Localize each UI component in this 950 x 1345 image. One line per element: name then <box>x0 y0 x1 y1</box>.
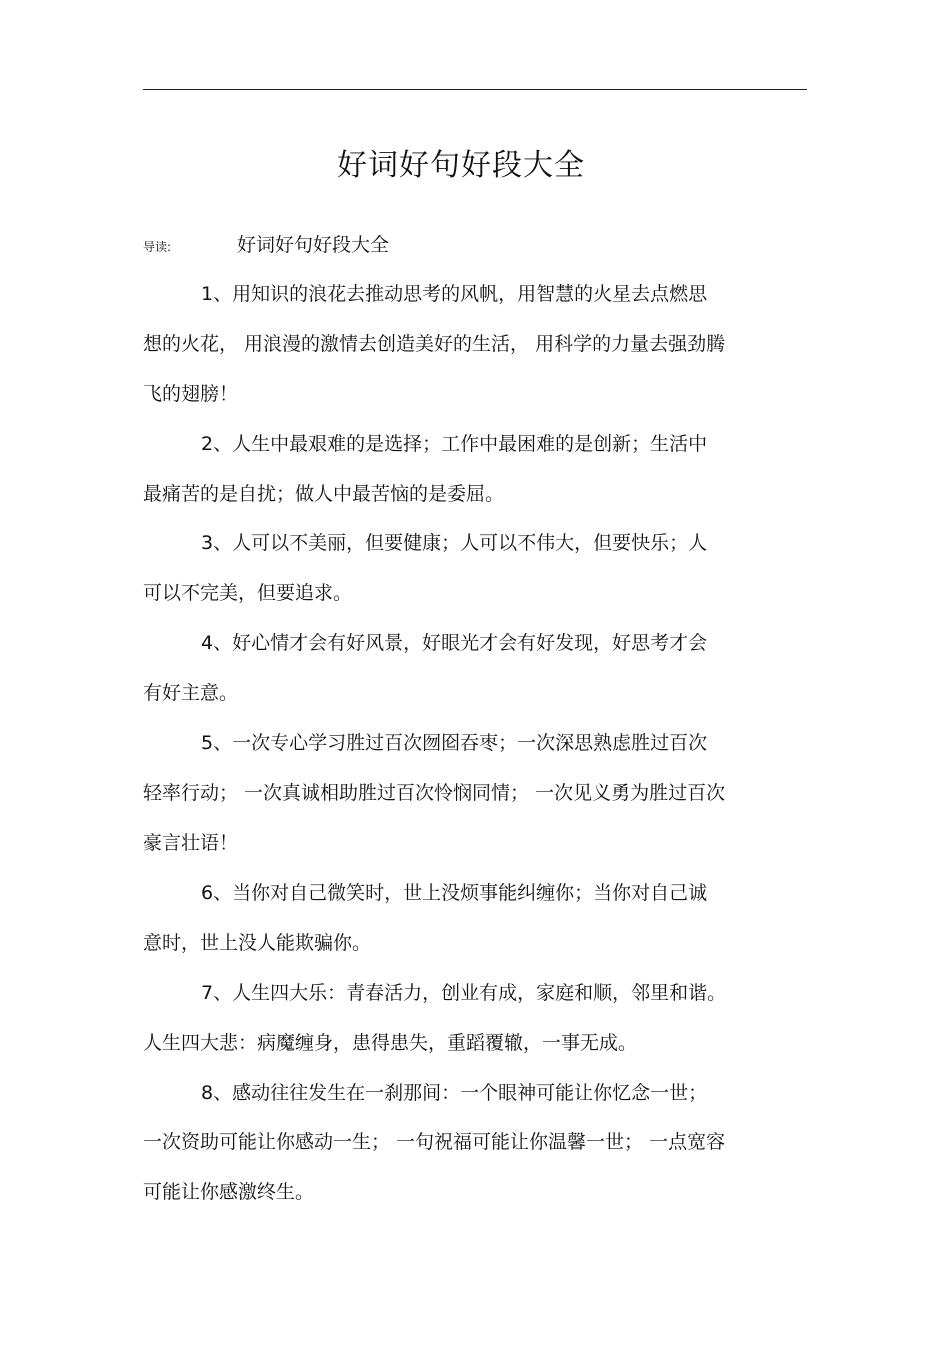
paragraph-line: 豪言壮语！ <box>143 832 239 854</box>
intro-line <box>143 230 389 257</box>
paragraph-line: 7、人生四大乐：青春活力，创业有成，家庭和顺，邻里和谐。 <box>201 982 727 1004</box>
paragraph-line: 想的火花， 用浪漫的激情去创造美好的生活， 用科学的力量去强劲腾 <box>143 333 726 355</box>
paragraph-line: 一次资助可能让你感动一生； 一句祝福可能让你温馨一世； 一点宽容 <box>143 1131 726 1153</box>
paragraph-line: 意时，世上没人能欺骗你。 <box>143 932 372 954</box>
paragraph-line: 2、人生中最艰难的是选择；工作中最困难的是创新；生活中 <box>201 433 708 455</box>
paragraph-line: 最痛苦的是自扰；做人中最苦恼的是委屈。 <box>143 483 505 505</box>
header-rule <box>143 89 807 90</box>
paragraph-line: 5、一次专心学习胜过百次囫囵吞枣；一次深思熟虑胜过百次 <box>201 732 708 754</box>
paragraph-line: 6、当你对自己微笑时，世上没烦事能纠缠你；当你对自己诚 <box>201 882 708 904</box>
paragraph-line: 轻率行动； 一次真诚相助胜过百次怜悯同情； 一次见义勇为胜过百次 <box>143 782 726 804</box>
paragraph-line: 1、用知识的浪花去推动思考的风帆，用智慧的火星去点燃思 <box>201 283 708 305</box>
paragraph-line: 人生四大悲：病魔缠身，患得患失，重蹈覆辙，一事无成。 <box>143 1032 638 1054</box>
paragraph-line: 3、人可以不美丽，但要健康；人可以不伟大，但要快乐；人 <box>201 532 708 554</box>
paragraph-line: 4、好心情才会有好风景，好眼光才会有好发现，好思考才会 <box>201 632 708 654</box>
paragraph-line: 可以不完美，但要追求。 <box>143 582 353 604</box>
paragraph-line: 可能让你感激终生。 <box>143 1181 315 1203</box>
paragraph-line: 飞的翅膀！ <box>143 383 239 405</box>
document-title: 好词好句好段大全 <box>337 148 585 183</box>
intro-label: 导读: <box>143 240 172 254</box>
intro-text: 好词好句好段大全 <box>237 234 390 256</box>
paragraph-line: 有好主意。 <box>143 682 239 704</box>
paragraph-line: 8、感动往往发生在一刹那间：一个眼神可能让你忆念一世； <box>201 1082 708 1104</box>
